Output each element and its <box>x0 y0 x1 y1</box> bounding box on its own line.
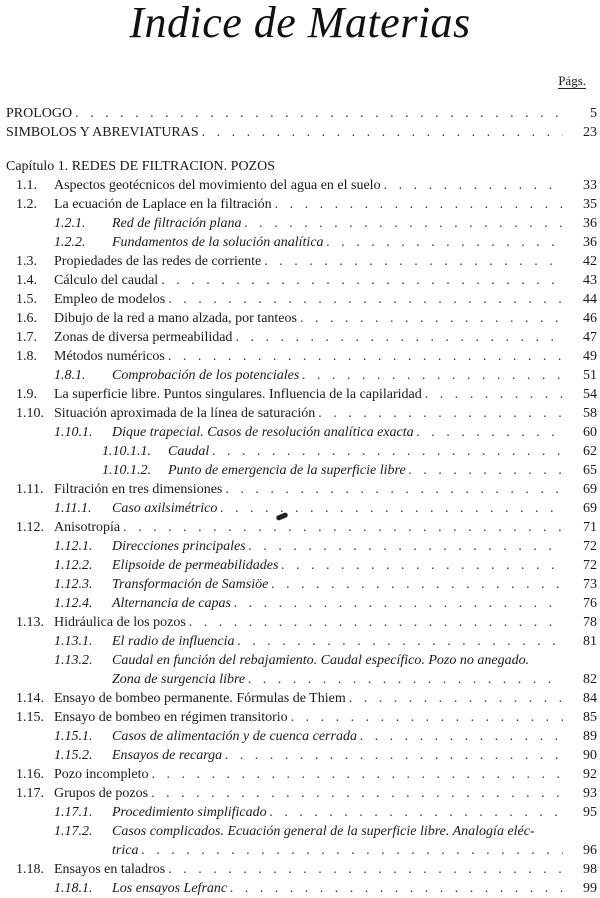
dot-leader <box>237 632 563 651</box>
dot-leader <box>225 746 563 765</box>
section-number: 1.17. <box>16 786 44 801</box>
dot-leader <box>384 176 563 195</box>
toc-entry[interactable] <box>0 461 600 480</box>
dot-leader <box>264 252 563 271</box>
toc-entry-text: Direcciones principales <box>112 539 246 554</box>
toc-page-number: 82 <box>583 672 597 687</box>
toc-entry[interactable] <box>0 290 600 309</box>
toc-page-number: 90 <box>583 748 597 763</box>
toc-page-number: 60 <box>583 425 597 440</box>
section-number: 1.12.1. <box>54 539 93 554</box>
toc-entry-text: Caso axilsimétrico <box>112 501 218 516</box>
section-number: 1.10.1.2. <box>102 463 151 478</box>
toc-entry-text: Zonas de diversa permeabilidad <box>54 330 233 345</box>
page-title: Indice de Materias <box>129 0 471 47</box>
dot-leader <box>161 271 563 290</box>
chapter-title: Capítulo 1. REDES DE FILTRACION. POZOS <box>6 159 276 174</box>
toc-entry[interactable] <box>0 689 600 708</box>
dot-leader <box>152 765 564 784</box>
toc-entry[interactable] <box>0 195 600 214</box>
toc-entry[interactable] <box>0 347 600 366</box>
toc-page-number: 93 <box>583 786 597 801</box>
dot-leader <box>417 423 563 442</box>
toc-page-number: 96 <box>583 843 597 858</box>
toc-entry[interactable] <box>0 366 600 385</box>
toc-entry[interactable] <box>0 765 600 784</box>
toc-entry-text: Punto de emergencia de la superficie libre <box>168 463 406 478</box>
toc-entry-text: Ensayo de bombeo permanente. Fórmulas de Thiem <box>54 691 346 706</box>
toc-entry-continuation[interactable] <box>0 670 600 689</box>
section-number: 1.13.1. <box>54 634 93 649</box>
toc-entry[interactable] <box>0 176 600 195</box>
toc-entry[interactable] <box>0 632 600 651</box>
toc-entry[interactable] <box>0 879 600 898</box>
toc-entry[interactable] <box>0 252 600 271</box>
toc-entry-text: Comprobación de los potenciales <box>112 368 300 383</box>
toc-entry-text: Hidráulica de los pozos <box>54 615 186 630</box>
dot-leader <box>249 537 563 556</box>
section-number: 1.15. <box>16 710 44 725</box>
dot-leader <box>281 556 563 575</box>
toc-page-number: 98 <box>583 862 597 877</box>
toc-entry[interactable] <box>0 271 600 290</box>
section-number: 1.14. <box>16 691 44 706</box>
toc-entry-text: SIMBOLOS Y ABREVIATURAS <box>6 125 199 140</box>
toc-entry[interactable] <box>0 746 600 765</box>
toc-page-number: 71 <box>583 520 597 535</box>
toc-page-number: 36 <box>583 235 597 250</box>
section-number: 1.15.2. <box>54 748 93 763</box>
toc-entry-text: Alternancia de capas <box>112 596 231 611</box>
toc-entry-text: Fundamentos de la solución analítica <box>112 235 324 250</box>
toc-page-number: 95 <box>583 805 597 820</box>
toc-page-number: 73 <box>583 577 597 592</box>
dot-leader <box>123 518 563 537</box>
toc-page-number: 43 <box>583 273 597 288</box>
toc-entry-text: Métodos numéricos <box>54 349 165 364</box>
toc-page-number: 36 <box>583 216 597 231</box>
toc-page-number: 42 <box>583 254 597 269</box>
dot-leader <box>302 366 563 385</box>
section-number: 1.2. <box>16 197 37 212</box>
section-number: 1.10.1. <box>54 425 93 440</box>
toc-entry-text: Elipsoide de permeabilidades <box>112 558 279 573</box>
dot-leader <box>327 233 563 252</box>
section-number: 1.9. <box>16 387 37 402</box>
section-number: 1.5. <box>16 292 37 307</box>
dot-leader <box>168 290 563 309</box>
toc-entry[interactable] <box>0 708 600 727</box>
toc-entry-text: La ecuación de Laplace en la filtración <box>54 197 272 212</box>
toc-entry[interactable] <box>0 556 600 575</box>
toc-entry[interactable] <box>0 404 600 423</box>
section-number: 1.7. <box>16 330 37 345</box>
toc-page-number: 99 <box>583 881 597 896</box>
toc-entry-text: Caudal en función del rebajamiento. Caudal específico. Pozo no anegado. <box>112 653 530 668</box>
toc-entry[interactable] <box>0 784 600 803</box>
toc-entry-text: Anisotropía <box>54 520 121 535</box>
toc-entry-text: Zona de surgencia libre <box>112 672 246 687</box>
dot-leader <box>234 594 563 613</box>
section-number: 1.11. <box>16 482 44 497</box>
dot-leader <box>168 860 563 879</box>
toc-page-number: 69 <box>583 501 597 516</box>
toc-entry-text: Dique trapecial. Casos de resolución analítica exacta <box>112 425 414 440</box>
section-number: 1.13.2. <box>54 653 93 668</box>
toc-entry-text: Dibujo de la red a mano alzada, por tanteos <box>54 311 297 326</box>
toc-entry[interactable] <box>0 860 600 879</box>
section-number: 1.2.1. <box>54 216 86 231</box>
dot-leader <box>212 442 563 461</box>
toc-entry-text: Los ensayos Lefranc <box>112 881 228 896</box>
toc-page-number: 54 <box>583 387 597 402</box>
toc-page-number: 81 <box>583 634 597 649</box>
toc-entry-text: Red de filtración plana <box>112 216 242 231</box>
section-number: 1.6. <box>16 311 37 326</box>
dot-leader <box>275 195 563 214</box>
section-number: 1.10.1.1. <box>102 444 151 459</box>
toc-entry[interactable] <box>0 480 600 499</box>
toc-entry-text: Casos de alimentación y de cuenca cerrada <box>112 729 357 744</box>
pages-column-label: Págs. <box>558 73 586 88</box>
toc-entry-text: Caudal <box>168 444 210 459</box>
toc-entry[interactable] <box>0 803 600 822</box>
dot-leader <box>409 461 563 480</box>
toc-page-number: 76 <box>583 596 597 611</box>
toc-page-number: 5 <box>590 106 597 121</box>
toc-entry[interactable] <box>0 822 600 841</box>
dot-leader <box>349 689 563 708</box>
dot-leader <box>141 841 563 860</box>
dot-leader <box>202 123 563 142</box>
section-number: 1.8.1. <box>54 368 86 383</box>
toc-page-number: 85 <box>583 710 597 725</box>
toc-page-number: 44 <box>583 292 597 307</box>
toc-page-number: 69 <box>583 482 597 497</box>
section-number: 1.4. <box>16 273 37 288</box>
toc-page-number: 49 <box>583 349 597 364</box>
toc-entry[interactable] <box>0 328 600 347</box>
toc-entry-prologo[interactable] <box>0 104 600 123</box>
toc-entry-text: Grupos de pozos <box>54 786 149 801</box>
section-number: 1.10. <box>16 406 44 421</box>
toc-entry-simbolos[interactable] <box>0 123 600 142</box>
toc-page-number: 78 <box>583 615 597 630</box>
toc-entry-text: Aspectos geotécnicos del movimiento del agua en el suelo <box>54 178 381 193</box>
toc-entry-text: El radio de influencia <box>112 634 235 649</box>
dot-leader <box>318 404 563 423</box>
toc-entry-text: Transformación de Samsiöe <box>112 577 269 592</box>
toc-page-number: 65 <box>583 463 597 478</box>
section-number: 1.16. <box>16 767 44 782</box>
dot-leader <box>291 708 563 727</box>
toc-page-number: 58 <box>583 406 597 421</box>
toc-entry[interactable] <box>0 613 600 632</box>
toc-entry[interactable] <box>0 233 600 252</box>
toc-page-number: 23 <box>583 125 597 140</box>
dot-leader <box>151 784 563 803</box>
section-number: 1.12.3. <box>54 577 93 592</box>
dot-leader <box>248 670 563 689</box>
toc-entry[interactable] <box>0 651 600 670</box>
toc-page-number: 46 <box>583 311 597 326</box>
section-number: 1.18.1. <box>54 881 93 896</box>
dot-leader <box>270 803 563 822</box>
toc-entry[interactable] <box>0 537 600 556</box>
section-number: 1.17.1. <box>54 805 93 820</box>
toc-entry-text: PROLOGO <box>6 106 73 121</box>
toc-entry[interactable] <box>0 423 600 442</box>
dot-leader <box>300 309 563 328</box>
section-number: 1.17.2. <box>54 824 93 839</box>
toc-entry[interactable] <box>0 214 600 233</box>
dot-leader <box>225 480 563 499</box>
toc-page-number: 89 <box>583 729 597 744</box>
toc-entry-continuation[interactable] <box>0 841 600 860</box>
chapter-heading[interactable] <box>0 157 600 176</box>
toc-entry-text: Filtración en tres dimensiones <box>54 482 223 497</box>
toc-entry-text: Pozo incompleto <box>54 767 149 782</box>
section-number: 1.8. <box>16 349 37 364</box>
toc-entry[interactable] <box>0 727 600 746</box>
toc-entry-text: Ensayos en taladros <box>54 862 166 877</box>
toc-entry-text: La superficie libre. Puntos singulares. Influencia de la capilaridad <box>54 387 422 402</box>
section-number: 1.12. <box>16 520 44 535</box>
dot-leader <box>75 104 563 123</box>
dot-leader <box>189 613 563 632</box>
toc-entry-text: Propiedades de las redes de corriente <box>54 254 262 269</box>
section-number: 1.3. <box>16 254 37 269</box>
dot-leader <box>168 347 563 366</box>
toc-entry-text: Ensayos de recarga <box>112 748 223 763</box>
toc-entry[interactable] <box>0 575 600 594</box>
dot-leader <box>360 727 563 746</box>
toc-entry-text: Procedimiento simplificado <box>112 805 267 820</box>
section-number: 1.11.1. <box>54 501 92 516</box>
toc-entry-text: Casos complicados. Ecuación general de la superficie libre. Analogía eléc- <box>112 824 535 839</box>
toc-page-number: 51 <box>583 368 597 383</box>
dot-leader <box>230 879 563 898</box>
toc-page-number: 33 <box>583 178 597 193</box>
section-number: 1.12.2. <box>54 558 93 573</box>
toc-entry-text: Cálculo del caudal <box>54 273 159 288</box>
toc-page-number: 62 <box>583 444 597 459</box>
toc-entry[interactable] <box>0 385 600 404</box>
toc-entry-text: Ensayo de bombeo en régimen transitorio <box>54 710 288 725</box>
dot-leader <box>271 575 563 594</box>
toc-page-number: 92 <box>583 767 597 782</box>
toc-page-number: 72 <box>583 558 597 573</box>
toc-entry-text: Situación aproximada de la línea de saturación <box>54 406 316 421</box>
toc-page-number: 84 <box>583 691 597 706</box>
toc-entry[interactable] <box>0 594 600 613</box>
toc-entry-text: trica <box>112 843 139 858</box>
toc-entry-text: Empleo de modelos <box>54 292 166 307</box>
toc-page-number: 47 <box>583 330 597 345</box>
toc-entry[interactable] <box>0 309 600 328</box>
toc-entry[interactable] <box>0 499 600 518</box>
section-number: 1.15.1. <box>54 729 93 744</box>
section-number: 1.2.2. <box>54 235 86 250</box>
section-number: 1.18. <box>16 862 44 877</box>
toc-page-number: 72 <box>583 539 597 554</box>
dot-leader <box>244 214 563 233</box>
section-number: 1.12.4. <box>54 596 93 611</box>
toc-page-number: 35 <box>583 197 597 212</box>
dot-leader <box>425 385 563 404</box>
section-number: 1.13. <box>16 615 44 630</box>
section-number: 1.1. <box>16 178 37 193</box>
toc-entry[interactable] <box>0 442 600 461</box>
toc-entry[interactable] <box>0 518 600 537</box>
dot-leader <box>235 328 563 347</box>
dot-leader <box>220 499 563 518</box>
